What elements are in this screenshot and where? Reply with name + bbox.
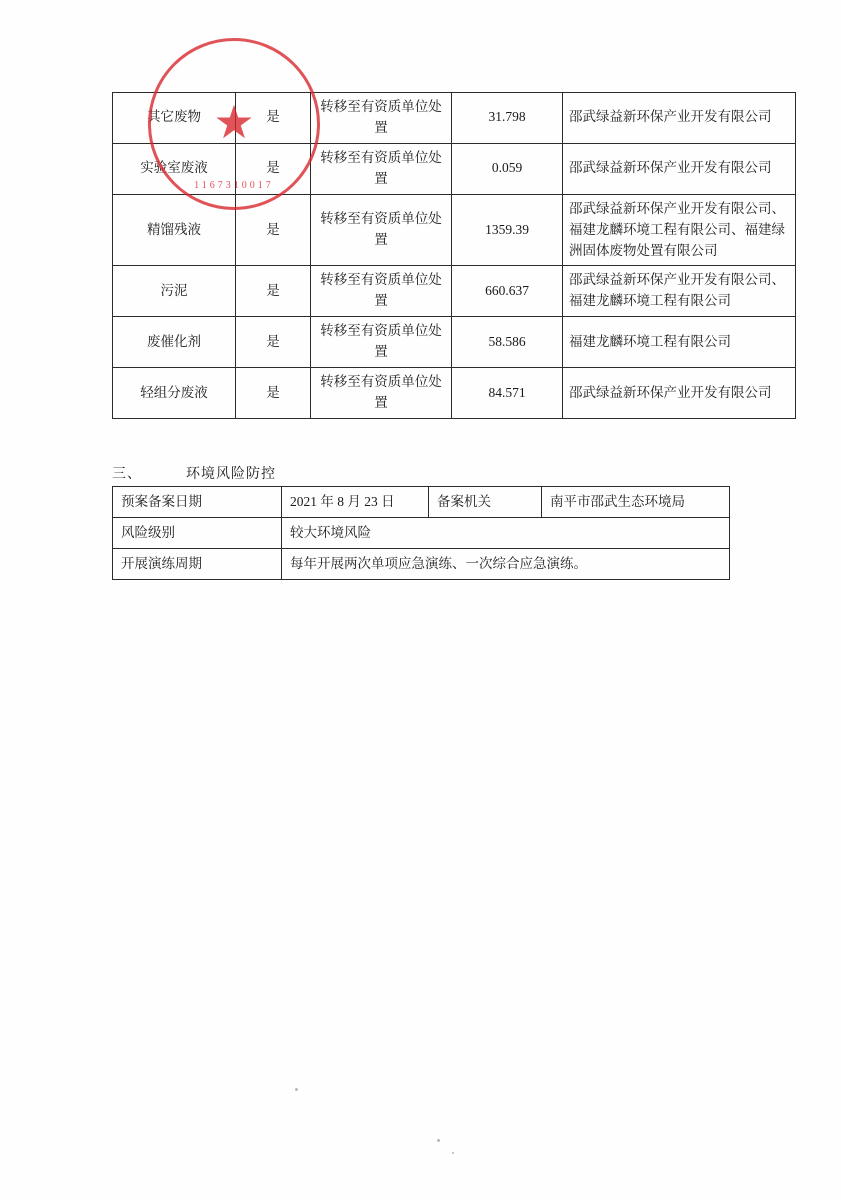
waste-disposal-method: 转移至有资质单位处置 <box>311 194 452 266</box>
waste-disposal-org: 邵武绿益新环保产业开发有限公司 <box>563 93 796 144</box>
scan-speck <box>437 1139 440 1142</box>
drill-cycle-label: 开展演练周期 <box>113 549 282 580</box>
scan-speck <box>295 1088 298 1091</box>
environmental-risk-table <box>112 486 730 580</box>
table-row <box>113 368 796 419</box>
plan-filing-date-value: 2021 年 8 月 23 日 <box>282 487 429 518</box>
section-title: 环境风险防控 <box>186 467 276 482</box>
drill-cycle-value: 每年开展两次单项应急演练、一次综合应急演练。 <box>282 549 730 580</box>
waste-disposal-org: 邵武绿益新环保产业开发有限公司 <box>563 143 796 194</box>
waste-quantity: 0.059 <box>452 143 563 194</box>
waste-hazardous-flag: 是 <box>236 143 311 194</box>
waste-hazardous-flag: 是 <box>236 266 311 317</box>
waste-name: 其它废物 <box>113 93 236 144</box>
table-row <box>113 93 796 144</box>
waste-quantity: 1359.39 <box>452 194 563 266</box>
waste-disposal-org: 邵武绿益新环保产业开发有限公司、福建龙麟环境工程有限公司 <box>563 266 796 317</box>
table-row <box>113 487 730 518</box>
plan-filing-date-label: 预案备案日期 <box>113 487 282 518</box>
waste-disposal-method: 转移至有资质单位处置 <box>311 143 452 194</box>
table-row <box>113 143 796 194</box>
table-row <box>113 549 730 580</box>
section-heading <box>112 463 276 483</box>
waste-hazardous-flag: 是 <box>236 368 311 419</box>
star-icon: ★ <box>213 97 255 149</box>
filing-authority-value: 南平市邵武生态环境局 <box>542 487 730 518</box>
waste-hazardous-flag: 是 <box>236 194 311 266</box>
waste-quantity: 84.571 <box>452 368 563 419</box>
waste-disposal-method: 转移至有资质单位处置 <box>311 368 452 419</box>
waste-name: 废催化剂 <box>113 317 236 368</box>
scan-speck <box>452 1152 454 1154</box>
waste-quantity: 58.586 <box>452 317 563 368</box>
table-row <box>113 317 796 368</box>
risk-level-label: 风险级别 <box>113 518 282 549</box>
waste-name: 轻组分废液 <box>113 368 236 419</box>
waste-disposal-org: 福建龙麟环境工程有限公司 <box>563 317 796 368</box>
waste-disposal-method: 转移至有资质单位处置 <box>311 93 452 144</box>
waste-hazardous-flag: 是 <box>236 93 311 144</box>
risk-level-value: 较大环境风险 <box>282 518 730 549</box>
seal-code: 1167310017 <box>194 180 274 191</box>
waste-name: 实验室废液 <box>113 143 236 194</box>
waste-disposal-org: 邵武绿益新环保产业开发有限公司 <box>563 368 796 419</box>
table-row <box>113 518 730 549</box>
waste-quantity: 31.798 <box>452 93 563 144</box>
waste-quantity: 660.637 <box>452 266 563 317</box>
waste-name: 精馏残液 <box>113 194 236 266</box>
table-row <box>113 266 796 317</box>
table-row <box>113 194 796 266</box>
waste-name: 污泥 <box>113 266 236 317</box>
section-index: 三、 <box>112 467 142 482</box>
waste-disposal-method: 转移至有资质单位处置 <box>311 266 452 317</box>
waste-disposal-org: 邵武绿益新环保产业开发有限公司、福建龙麟环境工程有限公司、福建绿洲固体废物处置有限公司 <box>563 194 796 266</box>
filing-authority-label: 备案机关 <box>429 487 542 518</box>
waste-disposal-method: 转移至有资质单位处置 <box>311 317 452 368</box>
hazardous-waste-table <box>112 92 796 419</box>
waste-hazardous-flag: 是 <box>236 317 311 368</box>
